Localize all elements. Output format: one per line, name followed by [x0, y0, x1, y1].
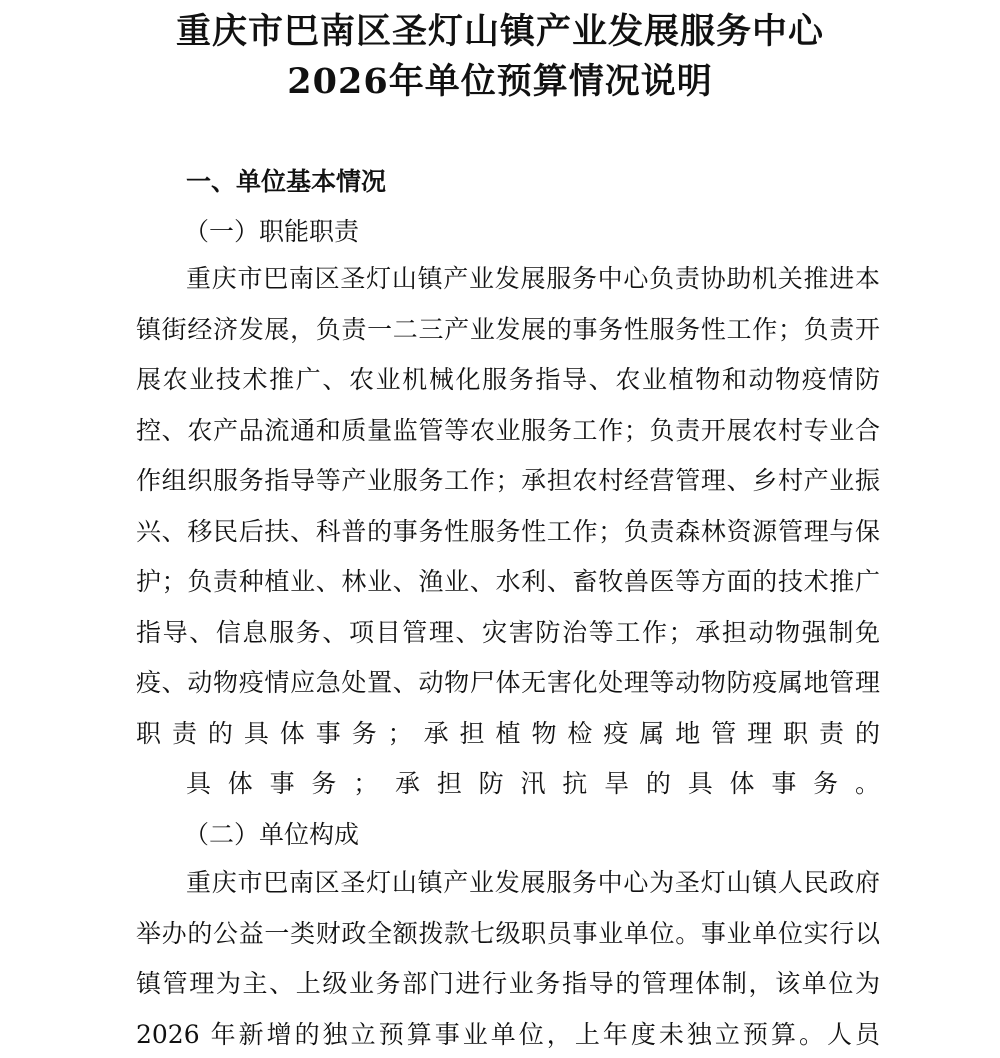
subsection-heading-duties: （一）职能职责	[184, 217, 360, 246]
duties-paragraph: 重庆市巴南区圣灯山镇产业发展服务中心负责协助机关推进本镇街经济发展，负责一二三产业发展的事务性服务性工作；负责开展农业技术推广、农业机械化服务指导、农业植物和动物疫情防控、农产品流通和质量监管等农业服务工作；负责开展农村专业合作组织服务指导等产业服务工作；承担农村经营管理、乡村产业振兴、移民后扶、科普的事务性服务性工作；负责森林资源管理与保护；负责种植业、林业、渔业、水利、畜牧兽医等方面的技术推广指导、信息服务、项目管理、灾害防治等工作；承担动物强制免疫、动物疫情应急处置、动物尸体无害化处理等动物防疫属地管理职责的具体事务；承担植物检疫属地管理职责的	[136, 264, 880, 748]
document-title-line-2: 2026年单位预算情况说明	[287, 61, 713, 102]
section-heading-basic-info: 一、单位基本情况	[186, 167, 387, 196]
subsection-heading-composition: （二）单位构成	[184, 820, 360, 849]
duties-paragraph-last-line: 具体事务；承担防汛抗旱的具体事务。	[136, 759, 880, 810]
document-title-line-1: 重庆市巴南区圣灯山镇产业发展服务中心	[175, 11, 824, 52]
composition-paragraph: 重庆市巴南区圣灯山镇产业发展服务中心为圣灯山镇人民政府举办的公益一类财政全额拨款七级职员事业单位。事业单位实行以镇管理为主、上级业务部门进行业务指导的管理体制，该单位为 2026 年新增的独立预算事业单位，上年度未独立预算。人员	[136, 868, 880, 1049]
